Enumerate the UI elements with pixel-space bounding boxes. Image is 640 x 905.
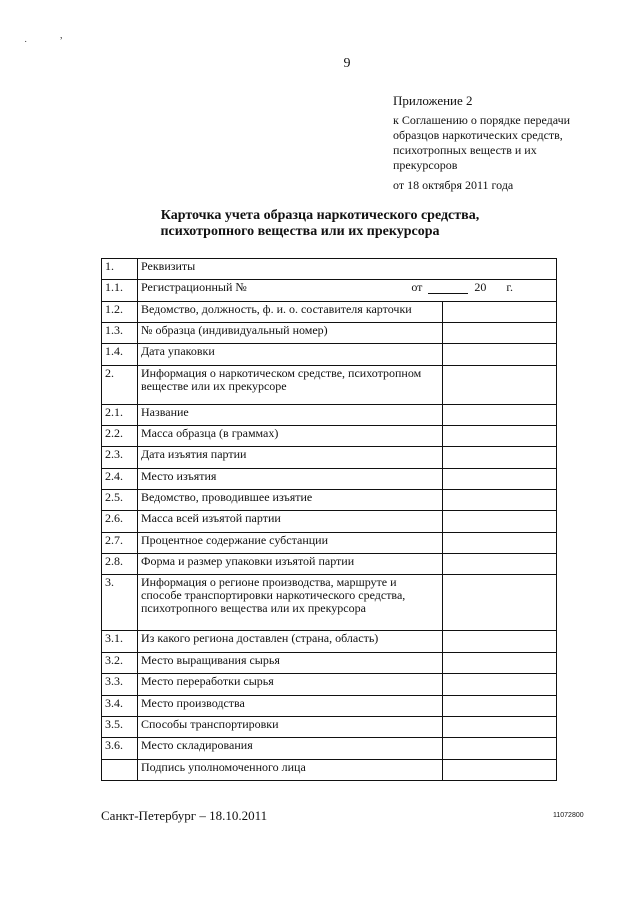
card-title: [0, 208, 640, 240]
value-cell[interactable]: [443, 425, 557, 446]
table-row: [102, 554, 557, 575]
row-number: 2.2.: [102, 425, 138, 446]
signature-cell[interactable]: [443, 759, 557, 780]
table-row: [102, 425, 557, 446]
row-label: № образца (индивидуальный номер): [138, 323, 443, 344]
table-row: [102, 489, 557, 510]
row-number: 1.1.: [102, 280, 138, 301]
registration-number-cell: [138, 280, 557, 301]
row-number: 2.8.: [102, 554, 138, 575]
registration-card-table: [101, 258, 557, 781]
card-title-line: Карточка учета образца наркотического средства,: [160, 208, 480, 223]
appendix-line: психотропных веществ и их: [393, 143, 537, 157]
value-cell[interactable]: [443, 631, 557, 652]
appendix-line: к Соглашению о порядке передачи: [393, 113, 571, 127]
table-row: [102, 323, 557, 344]
row-number: 2.1.: [102, 404, 138, 425]
card-title-line: психотропного вещества или их прекурсора: [160, 224, 440, 239]
table-row: [102, 738, 557, 759]
row-label: Из какого региона доставлен (страна, область): [138, 631, 443, 652]
row-label: Масса всей изъятой партии: [138, 511, 443, 532]
row-label: Дата изъятия партии: [138, 447, 443, 468]
row-label: Место складирования: [138, 738, 443, 759]
row-number: 2.5.: [102, 489, 138, 510]
value-cell[interactable]: [443, 652, 557, 673]
value-cell[interactable]: [443, 554, 557, 575]
row-number: 1.: [102, 259, 138, 280]
table-row: [102, 759, 557, 780]
table-row: [102, 280, 557, 301]
row-label: Информация о регионе производства, маршруте и способе транспортировки наркотического средства, психотропного вещества или их прекурсора: [138, 575, 443, 631]
row-label: Подпись уполномоченного лица: [138, 759, 443, 780]
row-label: Место изъятия: [138, 468, 443, 489]
row-number: 3.3.: [102, 674, 138, 695]
row-label: Ведомство, проводившее изъятие: [138, 489, 443, 510]
row-number: 1.3.: [102, 323, 138, 344]
scan-mark: ˙: [24, 40, 28, 51]
appendix-date: от 18 октября 2011 года: [393, 178, 514, 192]
row-label: Реквизиты: [138, 259, 557, 280]
row-label: Место производства: [138, 695, 443, 716]
value-cell[interactable]: [443, 404, 557, 425]
row-number: 2.3.: [102, 447, 138, 468]
row-number: 3.6.: [102, 738, 138, 759]
table-row: [102, 404, 557, 425]
appendix-line: образцов наркотических средств,: [393, 128, 563, 142]
row-number: 3.5.: [102, 716, 138, 737]
table-row: [102, 695, 557, 716]
row-label: Место переработки сырья: [138, 674, 443, 695]
page-number: 9: [343, 56, 351, 71]
value-cell[interactable]: [443, 716, 557, 737]
row-label: Название: [138, 404, 443, 425]
row-label: Регистрационный №: [141, 280, 247, 295]
row-number: 1.4.: [102, 344, 138, 365]
table-row: [102, 652, 557, 673]
date-blank[interactable]: [428, 281, 468, 294]
value-cell[interactable]: [443, 674, 557, 695]
row-number: 2.: [102, 365, 138, 404]
value-cell[interactable]: [443, 447, 557, 468]
value-cell[interactable]: [443, 695, 557, 716]
table-row: [102, 716, 557, 737]
value-cell[interactable]: [443, 344, 557, 365]
value-cell[interactable]: [443, 323, 557, 344]
table-row: [102, 468, 557, 489]
value-cell[interactable]: [443, 468, 557, 489]
row-label: Информация о наркотическом средстве, психотропном веществе или их прекурсоре: [138, 365, 443, 404]
value-cell[interactable]: [443, 365, 557, 404]
value-cell[interactable]: [443, 575, 557, 631]
row-number: 3.: [102, 575, 138, 631]
table-row: [102, 447, 557, 468]
row-label: Масса образца (в граммах): [138, 425, 443, 446]
document-code: 11072800: [553, 812, 584, 819]
year-prefix: 20: [474, 280, 487, 295]
value-cell[interactable]: [443, 738, 557, 759]
table-row: [102, 532, 557, 553]
row-number: 2.6.: [102, 511, 138, 532]
table-row: [102, 674, 557, 695]
row-number: 3.4.: [102, 695, 138, 716]
table-row: [102, 575, 557, 631]
table-row: [102, 511, 557, 532]
value-cell[interactable]: [443, 489, 557, 510]
row-number: 2.4.: [102, 468, 138, 489]
table-row: [102, 365, 557, 404]
row-label: Ведомство, должность, ф. и. о. составителя карточки: [138, 301, 443, 322]
year-suffix: г.: [506, 280, 513, 295]
row-label: Способы транспортировки: [138, 716, 443, 737]
city-date: Санкт-Петербург – 18.10.2011: [101, 808, 268, 823]
appendix-title: Приложение 2: [393, 93, 473, 108]
row-label: Процентное содержание субстанции: [138, 532, 443, 553]
row-number: 1.2.: [102, 301, 138, 322]
scan-mark: ,: [60, 30, 63, 41]
table-row: [102, 301, 557, 322]
row-label: Форма и размер упаковки изъятой партии: [138, 554, 443, 575]
table-row: [102, 344, 557, 365]
table-row: [102, 631, 557, 652]
date-from-label: от: [411, 280, 423, 295]
row-label: Место выращивания сырья: [138, 652, 443, 673]
value-cell[interactable]: [443, 532, 557, 553]
row-number: 2.7.: [102, 532, 138, 553]
table-row: [102, 259, 557, 280]
row-number: 3.1.: [102, 631, 138, 652]
value-cell[interactable]: [443, 301, 557, 322]
row-number: 3.2.: [102, 652, 138, 673]
row-label: Дата упаковки: [138, 344, 443, 365]
row-number: [102, 759, 138, 780]
value-cell[interactable]: [443, 511, 557, 532]
appendix-line: прекурсоров: [393, 158, 458, 172]
appendix-block: [393, 93, 633, 193]
